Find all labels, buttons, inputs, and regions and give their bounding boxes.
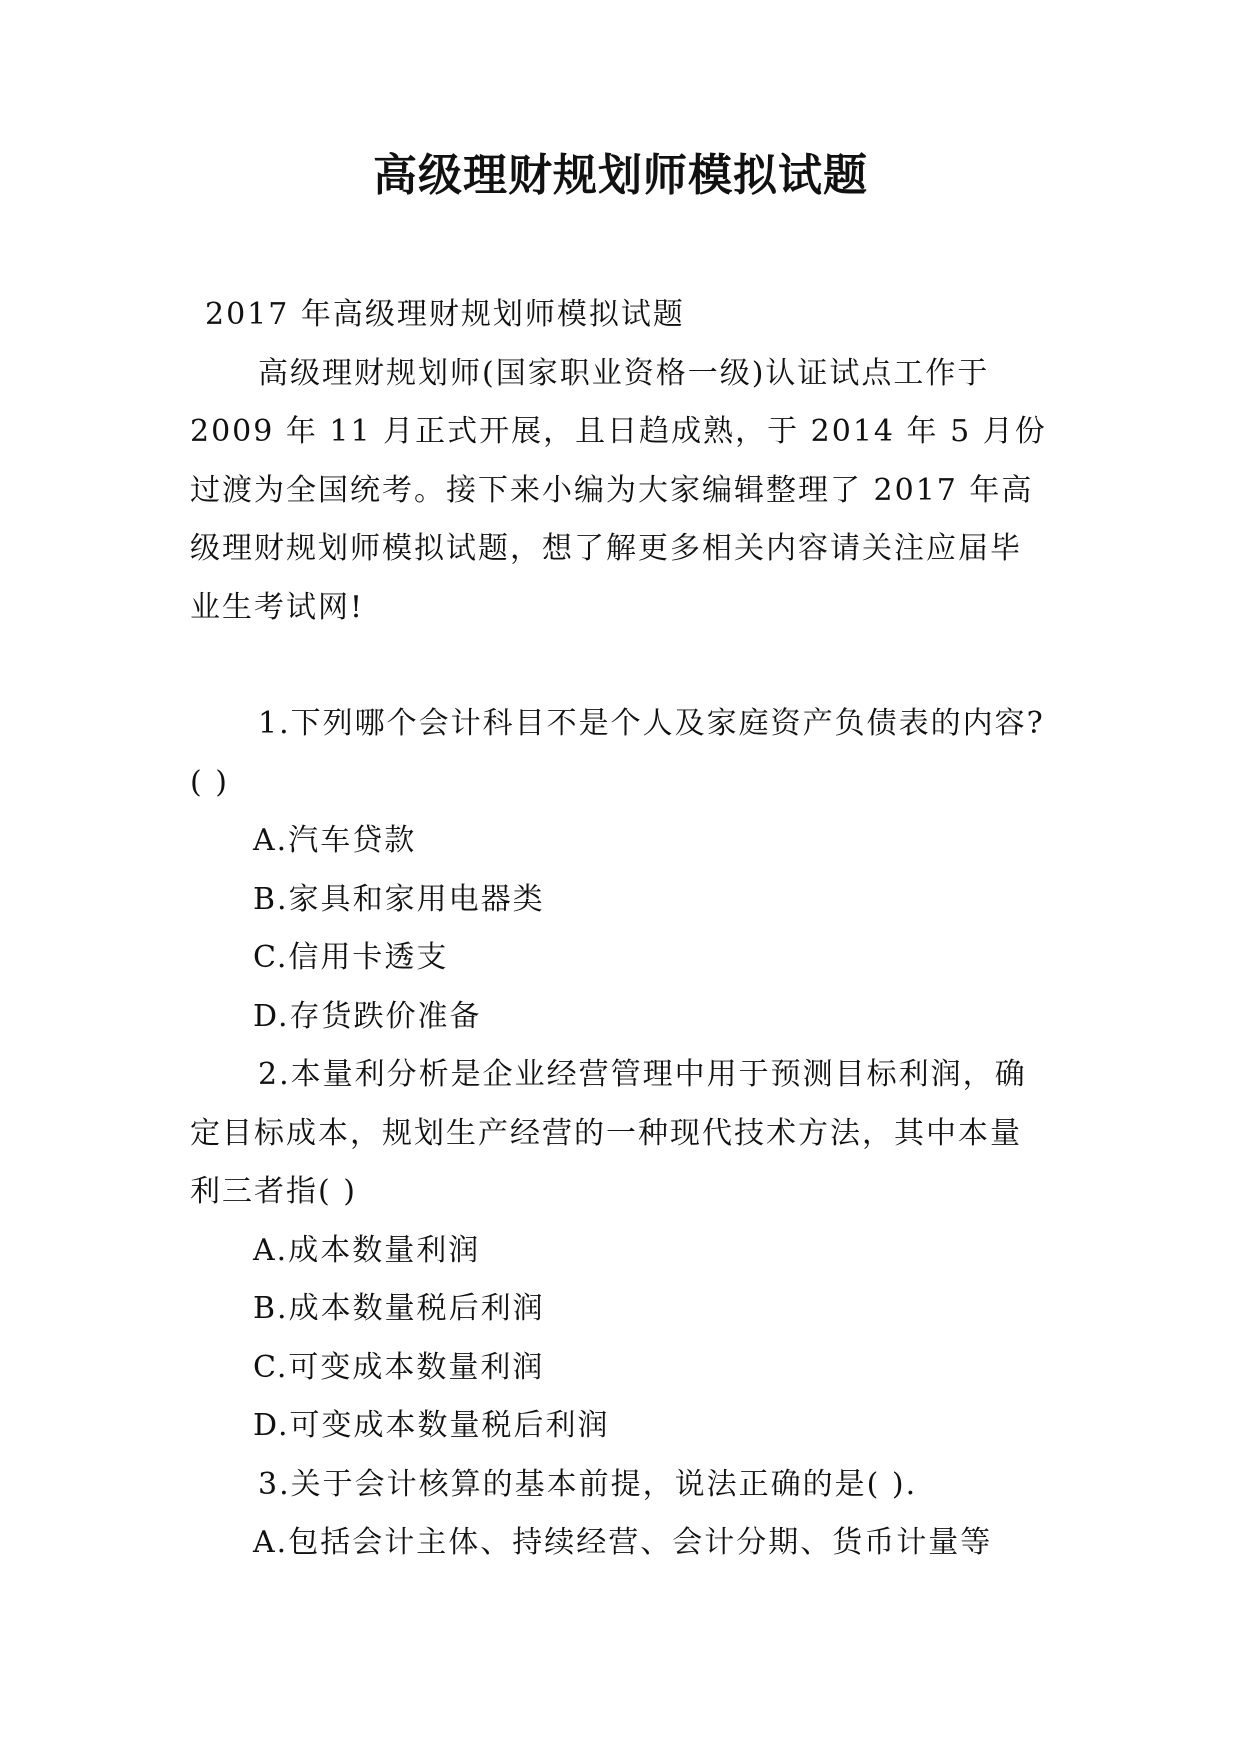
document-subtitle: 2017 年高级理财规划师模拟试题 — [205, 297, 685, 332]
question-2-option-d: D.可变成本数量税后利润 — [253, 1408, 610, 1443]
question-2-option-c: C.可变成本数量利润 — [253, 1349, 545, 1385]
question-1-text: 1.下列哪个会计科目不是个人及家庭资产负债表的内容?( ) — [190, 706, 1045, 800]
question-1-option-b: B.家具和家用电器类 — [253, 881, 545, 917]
document-body — [190, 286, 1050, 1573]
document-title: 高级理财规划师模拟试题 — [373, 150, 868, 201]
paragraph-gap — [190, 637, 1050, 695]
question-1-option-d: D.存货跌价准备 — [253, 998, 482, 1034]
question-2-option-a: A.成本数量利润 — [253, 1232, 481, 1268]
question-2-text: 2.本量利分析是企业经营管理中用于预测目标利润，确定目标成本，规划生产经营的一种现代技术方法，其中本量利三者指( ) — [190, 1057, 1027, 1209]
question-1-option-c: C.信用卡透支 — [253, 940, 449, 975]
question-3-text: 3.关于会计核算的基本前提，说法正确的是( ). — [258, 1466, 918, 1502]
intro-paragraph: 高级理财规划师(国家职业资格一级)认证试点工作于 2009 年 11 月正式开展，且日趋成熟，于 2014 年 5 月份过渡为全国统考。接下来小编为大家编辑整理了 2017 年高级理财规划师模拟试题，想了解更多相关内容请关注应届毕业生考试网! — [190, 355, 1047, 625]
question-2-option-b: B.成本数量税后利润 — [253, 1291, 545, 1326]
question-3-option-a: A.包括会计主体、持续经营、会计分期、货币计量等 — [253, 1525, 993, 1560]
question-1-option-a: A.汽车贷款 — [253, 823, 417, 858]
